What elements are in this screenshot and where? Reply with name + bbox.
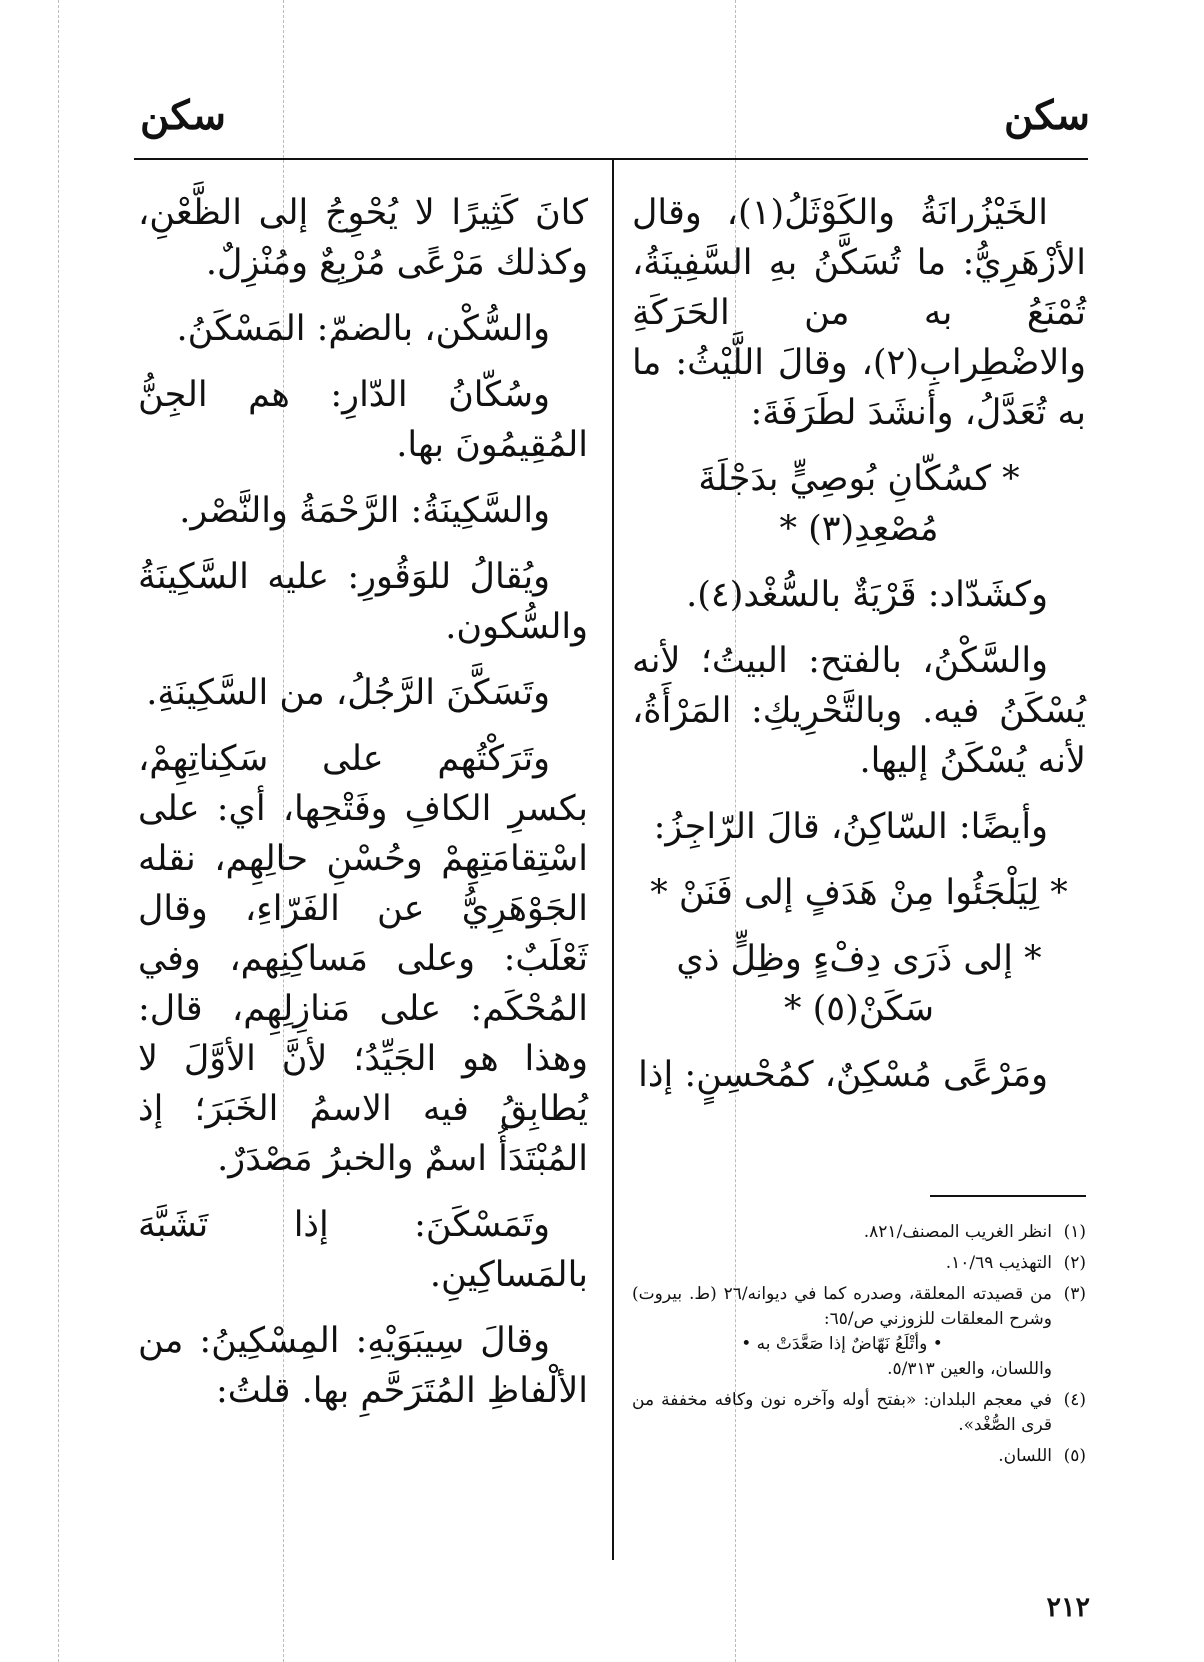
footnote-rule bbox=[930, 1195, 1086, 1197]
footnote-body: من قصيدته المعلقة، وصدره كما في ديوانه/٢٦ (ط. بيروت) وشرح المعلقات للزوزني ص/٦٥: bbox=[632, 1284, 1052, 1329]
footnote-number: (٥) bbox=[1063, 1446, 1086, 1466]
entry-paragraph: وتَسَكَّنَ الرَّجُلُ، من السَّكِينَةِ. bbox=[146, 673, 550, 713]
entry-paragraph: والسَّكِينَةُ: الرَّحْمَةُ والنَّصْر. bbox=[179, 491, 550, 531]
footnote-continuation: واللسان، والعين ٥/٣١٣. bbox=[887, 1359, 1052, 1379]
verse-line: * لِيَلْجَئُوا مِنْ هَدَفٍ إلى فَنَنْ * bbox=[650, 873, 1068, 913]
scan-guide-line bbox=[58, 0, 59, 1662]
footnotes bbox=[632, 1220, 1086, 1475]
footnote-body: انظر الغريب المصنف/٨٢١. bbox=[863, 1222, 1052, 1242]
entry-paragraph: الخَيْزُرانَةُ والكَوْثَلُ(١)، وقال الأزْهَرِيُّ: ما تُسَكَّنُ بهِ السَّفِينَةُ، تُمْنَعُ به من الحَرَكَةِ والاضْطِرابِ(٢)، وقالَ اللَّيْثُ: ما به تُعَدَّلُ، وأنشَدَ لطَرَفَةَ: bbox=[632, 193, 1086, 433]
entry-paragraph: وتَمَسْكَنَ: إذا تَشَبَّهَ بالمَساكِينِ. bbox=[138, 1205, 588, 1295]
left-column bbox=[138, 188, 588, 1432]
footnote-text bbox=[632, 1388, 1052, 1438]
footnote bbox=[632, 1444, 1086, 1469]
verse-line: * كسُكّانِ بُوصِيٍّ بدَجْلَةَ مُصْعِدِ(٣) * bbox=[698, 459, 1020, 549]
entry-paragraph: والسَّكْنُ، بالفتح: البيتُ؛ لأنه يُسْكَنُ فيه. وبالتَّحْرِيكِ: المَرْأَةُ، لأنه يُسْكَنُ إليها. bbox=[632, 641, 1086, 781]
entry-paragraph: ومَرْعًى مُسْكِنٌ، كمُحْسِنٍ: إذا bbox=[638, 1055, 1048, 1095]
footnote-number: (٢) bbox=[1063, 1253, 1086, 1273]
footnote-body: التهذيب ١٠/٦٩. bbox=[945, 1253, 1052, 1273]
headword-right: سكن bbox=[1003, 92, 1090, 139]
footnote-body: اللسان. bbox=[998, 1446, 1052, 1466]
footnote-verse: • وأتْلَعُ نَهّاضٌ إذا صَعَّدَتْ به • bbox=[741, 1334, 943, 1354]
entry-paragraph: وأيضًا: السّاكِنُ، قالَ الرّاجِزُ: bbox=[653, 807, 1048, 847]
footnote-number: (٣) bbox=[1063, 1284, 1086, 1304]
page-number: ٢١٢ bbox=[1046, 1592, 1090, 1623]
footnote-text bbox=[632, 1282, 1052, 1382]
footnote bbox=[632, 1282, 1086, 1382]
footnote-body: في معجم البلدان: «بفتح أوله وآخره نون وكافه مخففة من قرى الصُّغْد». bbox=[632, 1390, 1052, 1435]
footnote bbox=[632, 1220, 1086, 1245]
footnote-text bbox=[632, 1444, 1052, 1469]
header-rule bbox=[134, 158, 1088, 160]
entry-paragraph: وتَرَكْتُهم على سَكِناتِهِمْ، بكسرِ الكافِ وفَتْحِها، أي: على اسْتِقامَتِهِمْ وحُسْنِ حالِهِم، نقله الجَوْهَرِيُّ عن الفَرّاءِ، وقال ثَعْلَبٌ: وعلى مَساكِنِهم، وفي المُحْكَم: على مَنازِلِهِم، قال: وهذا هو الجَيِّدُ؛ لأنَّ الأوَّلَ لا يُطابِقُ فيه الاسمُ الخَبَرَ؛ إذ المُبْتَدَأُ اسمٌ والخبرُ مَصْدَرٌ. bbox=[138, 739, 588, 1179]
verse-line: * إلى ذَرَى دِفْءٍ وظِلٍّ ذي سَكَنْ(٥) * bbox=[676, 939, 1042, 1029]
footnote-text bbox=[632, 1220, 1052, 1245]
entry-paragraph: وقالَ سِيبَوَيْهِ: المِسْكِينُ: من الألْفاظِ المُتَرَحَّمِ بها. قلتُ: bbox=[138, 1321, 588, 1411]
entry-paragraph: والسُّكْن، بالضمّ: المَسْكَنُ. bbox=[176, 309, 550, 349]
footnote bbox=[632, 1388, 1086, 1438]
entry-paragraph: كانَ كَثِيرًا لا يُحْوِجُ إلى الظَّعْنِ، وكذلك مَرْعًى مُرْبِعٌ ومُنْزِلٌ. bbox=[138, 193, 588, 283]
entry-paragraph: وكشَدّاد: قَرْيَةٌ بالسُّغْد(٤). bbox=[686, 575, 1048, 615]
footnote-number: (١) bbox=[1063, 1222, 1086, 1242]
footnote bbox=[632, 1251, 1086, 1276]
column-divider bbox=[612, 160, 614, 1560]
headword-left: سكن bbox=[140, 92, 227, 139]
right-column bbox=[632, 188, 1086, 1116]
footnote-number: (٤) bbox=[1063, 1390, 1086, 1410]
entry-paragraph: وسُكّانُ الدّارِ: هم الجِنُّ المُقِيمُونَ بها. bbox=[138, 375, 588, 465]
entry-paragraph: ويُقالُ للوَقُورِ: عليه السَّكِينَةُ والسُّكون. bbox=[138, 557, 588, 647]
footnote-text bbox=[632, 1251, 1052, 1276]
